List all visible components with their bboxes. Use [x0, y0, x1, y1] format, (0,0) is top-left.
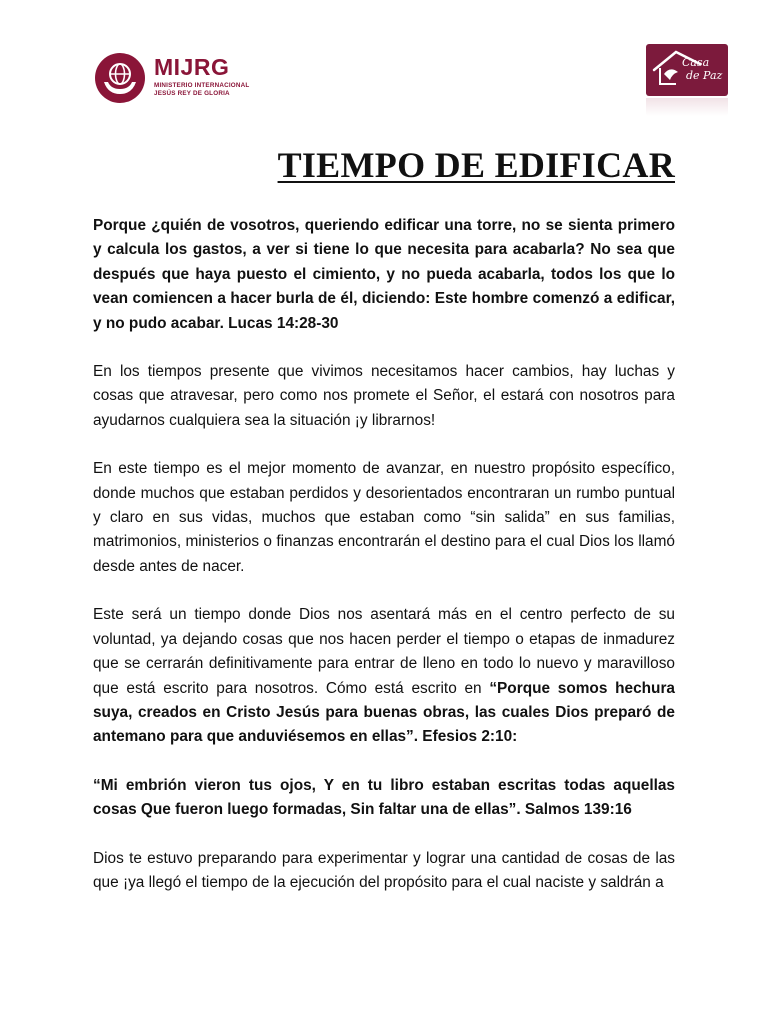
- paragraph-efesios: [93, 603, 675, 749]
- globe-hands-icon: [94, 52, 146, 104]
- mijrg-logo: [94, 52, 264, 104]
- logo-subtitle-line2: JESÚS REY DE GLORIA: [154, 90, 230, 97]
- logo-text-casa: Casa: [682, 56, 710, 69]
- efesios-quote: “Porque somos hechura suya, creados en Cristo Jesús para buenas obras, las cuales Dios preparó de antemano para que anduviésemos en ellas”. Efesios 2:10:: [93, 679, 675, 746]
- document-body: [93, 214, 675, 919]
- paragraph-mejor-momento: En este tiempo es el mejor momento de avanzar, en nuestro propósito específico, donde muchos que estaban perdidos y desorientados encontraran un rumbo puntual y claro en sus vidas, muchos que estaban como “sin salida” en sus familias, matrimonios, ministerios o finanzas encontrarán el destino para el cual Dios los llamó desde antes de nacer.: [93, 460, 675, 575]
- casa-de-paz-logo: [646, 44, 728, 116]
- logo-brand-text: MIJRG: [154, 54, 230, 80]
- paragraph-preparando: Dios te estuvo preparando para experimentar y lograr una cantidad de cosas de las que ¡ya llegó el tiempo de la ejecución del propósito para el cual naciste y saldrán a: [93, 849, 675, 891]
- logo-reflection: [646, 98, 728, 116]
- logo-subtitle-line1: MINISTERIO INTERNACIONAL: [154, 82, 250, 89]
- paragraph-efesios-text: Este será un tiempo donde Dios nos asentará más en el centro perfecto de su voluntad, ya dejando cosas que nos hacen perder el tiempo o etapas de inmadurez que se cerrarán definitivamente para entrar de lleno en todo lo nuevo y maravilloso que está escrito para nosotros. Cómo está escrito en: [93, 606, 675, 697]
- paragraph-salmos-quote: “Mi embrión vieron tus ojos, Y en tu libro estaban escritas todas aquellas cosas Que fueron luego formadas, Sin faltar una de ellas”. Salmos 139:16: [93, 776, 675, 819]
- logo-text-de-paz: de Paz: [686, 69, 723, 82]
- document-title: TIEMPO DE EDIFICAR: [277, 145, 675, 185]
- paragraph-lucas-quote: Porque ¿quién de vosotros, queriendo edificar una torre, no se sienta primero y calcula los gastos, a ver si tiene lo que necesita para acabarla? No sea que después que haya puesto el cimiento, y no pueda acabarla, todos los que lo vean comiencen a hacer burla de él, diciendo: Este hombre comenzó a edificar, y no pudo acabar. Lucas 14:28-30: [93, 217, 675, 332]
- page-header: [0, 0, 768, 140]
- paragraph-tiempos-presente: En los tiempos presente que vivimos necesitamos hacer cambios, hay luchas y cosas que atravesar, pero como nos promete el Señor, el estará con nosotros para ayudarnos cualquiera sea la situación ¡y librarnos!: [93, 363, 675, 429]
